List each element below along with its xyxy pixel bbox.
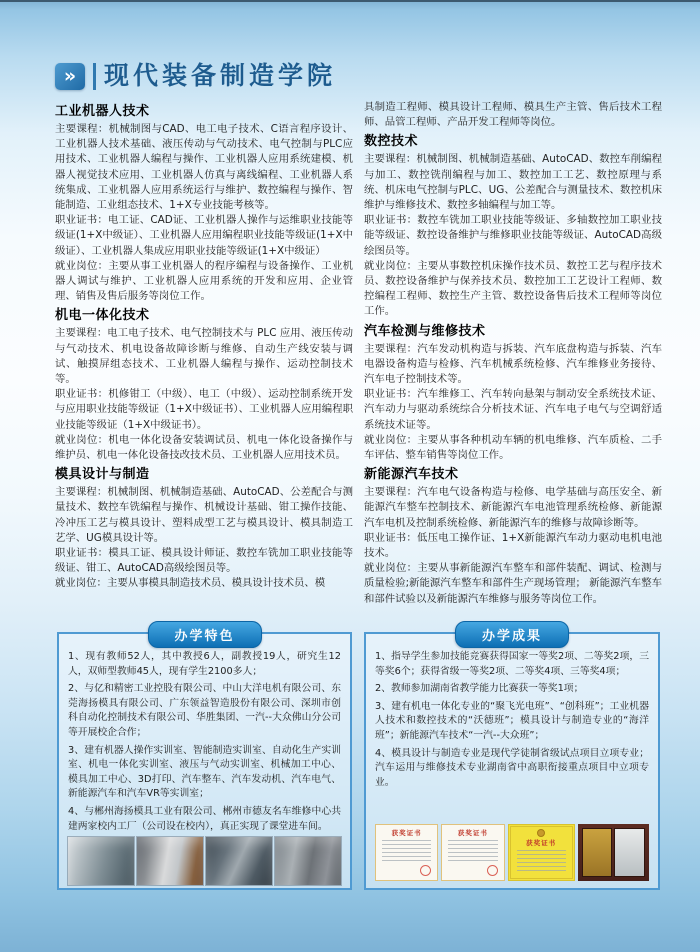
- certificate-text-lines: [517, 850, 566, 872]
- section-paragraph: 职业证书：低压电工操作证、1+X新能源汽车动力驱动电机电池技术。: [364, 531, 662, 560]
- award-plaques: [578, 824, 649, 881]
- award-certificate-2: [441, 824, 504, 881]
- emblem-icon: [537, 829, 545, 837]
- section-title: 汽车检测与维修技术: [364, 323, 486, 339]
- double-chevron-icon: »: [55, 63, 85, 90]
- achievement-box-title: 办学成果: [455, 621, 569, 648]
- red-seal-icon: [420, 865, 431, 876]
- workshop-photo-3: [206, 837, 272, 885]
- certificate-strip: [375, 824, 649, 882]
- achievement-item: 2、教师参加湖南省教学能力比赛获一等奖1项；: [375, 683, 584, 695]
- section-industrial-robot: [55, 103, 353, 304]
- section-paragraph: 职业证书：电工证、CAD证、工业机器人操作与运维职业技能等级证(1+X中级证）、工业机器人应用编程职业技能等级证(1+X中级证）、工业机器人集成应用职业技能等级证(1+X中级证）: [55, 214, 353, 257]
- silver-plaque: [615, 829, 644, 876]
- header-divider: [93, 63, 96, 90]
- feature-item: 2、与亿和精密工业控股有限公司、中山大洋电机有限公司、东莞海扬模具有限公司、广东领益智造股份有限公司、深圳市创科自动化控制技术有限公司、华胜集团、一汽--大众佛山分公司等开展校企合作；: [68, 683, 341, 738]
- section-title: 模具设计与制造: [55, 467, 150, 483]
- section-title: 数控技术: [364, 134, 419, 150]
- award-certificate-1: [375, 824, 438, 881]
- section-paragraph: 职业证书：汽车维修工、汽车转向悬架与制动安全系统技术证、汽车动力与驱动系统综合分析技术证、汽车电子电气与空调舒适系统技术证等。: [364, 388, 662, 431]
- content-columns: [55, 100, 663, 607]
- workshop-photo-4: [275, 837, 341, 885]
- section-paragraph: 主要课程：机械制图、机械制造基础、AutoCAD、公差配合与测量技术、数控车铣编程与操作、机械设计基础、钳工操作技能、冷冲压工艺与模具设计、塑料成型工艺与模具设计、模具制造工艺学、UG模具设计等。: [55, 486, 353, 544]
- achievement-item: 4、模具设计与制造专业是现代学徒制省级试点项目立项专业；汽车运用与维修技术专业湖南省中高职衔接重点项目中立项专业。: [375, 747, 649, 788]
- red-seal-icon: [487, 865, 498, 876]
- award-certificate-3: [508, 824, 575, 881]
- feature-box-title: 办学特色: [147, 621, 261, 648]
- workshop-photo-strip: [68, 837, 341, 886]
- left-column: [55, 100, 353, 607]
- section-paragraph: 职业证书：数控车铣加工职业技能等级证、多轴数控加工职业技能等级证、数控设备维护与维修职业技能等级证、AutoCAD高级绘图员等。: [364, 214, 662, 257]
- section-new-energy-vehicle: [364, 466, 662, 607]
- certificate-title: 获奖证书: [391, 829, 422, 837]
- section-paragraph: 主要课程：汽车电气设备构造与检修、电学基础与高压安全、新能源汽车整车控制技术、新能源汽车电池管理系统检修、新能源汽车电机及控制系统检修、新能源汽车的维修与故障诊断等。: [364, 486, 662, 529]
- section-paragraph: 主要课程：电工电子技术、电气控制技术与 PLC 应用、液压传动与气动技术、机电设备故障诊断与维修、自动生产线安装与调试、触摸屏组态技术、工业机器人编程与操作、运动控制技术等。: [55, 327, 353, 386]
- section-paragraph: 就业岗位：主要从事工业机器人的程序编程与设备操作、工业机器人调试与维护、工业机器人应用系统的开发和应用、企业管理、销售及售后服务等岗位工作。: [55, 259, 353, 303]
- certificate-text-lines: [382, 840, 431, 862]
- workshop-photo-2: [137, 837, 203, 885]
- page-header: [55, 62, 336, 90]
- page-title: 现代装备制造学院: [104, 61, 337, 90]
- section-paragraph: 职业证书：机修钳工（中级）、电工（中级）、运动控制系统开发与应用职业技能等级证（1+X中级证书）、工业机器人应用编程职业技能等级证（1+X中级证书）。: [55, 388, 353, 431]
- mold-design-continued-paragraph: 具制造工程师、模具设计工程师、模具生产主管、售后技术工程师、品管工程师、产品开发工程师等岗位。: [364, 101, 662, 129]
- feature-item: 1、现有教师52人，其中教授6人，副教授19人，研究生12人，双师型教师45人，现有学生2100多人；: [68, 651, 341, 677]
- section-paragraph: 就业岗位：主要从事模具制造技术员、模具设计技术员、模: [55, 577, 326, 590]
- achievement-item: 3、建有机电一体化专业的“聚飞光电班”、“创科班”；工业机器人技术和数控技术的“沃德班”；模具设计与制造专业的“海洋班”；新能源汽车技术“一汽--大众班”；: [375, 700, 649, 741]
- section-cnc: [364, 133, 662, 319]
- achievement-box: [364, 629, 660, 890]
- section-paragraph: 主要课程：机械制图与CAD、电工电子技术、C语言程序设计、工业机器人技术基础、液压传动与气动技术、电气控制与PLC应用技术、工业机器人编程与操作、工业机器人应用系统建模、机器人视觉技术应用、工业机器人仿真与离线编程、工业机器人系统集成、工业机器人应用系统运行与维护、数控编程与操作、智能制造、工业组态技术、1+X专业技能考核等。: [55, 123, 353, 212]
- feature-box: [57, 629, 352, 890]
- workshop-photo-1: [68, 837, 134, 885]
- section-paragraph: 就业岗位：机电一体化设备安装调试员、机电一体化设备操作与维护员、机电一体化设备技改技术员、工业机器人应用技术员。: [55, 433, 353, 462]
- section-paragraph: 主要课程：机械制图、机械制造基础、AutoCAD、数控车削编程与加工、数控铣削编程与加工、数控加工工艺、数控原理与系统、机床电气控制与PLC、UG、公差配合与测量技术、数控机床维护与维修技术、数控多轴编程与加工等。: [364, 153, 662, 212]
- section-paragraph: 主要课程：汽车发动机构造与拆装、汽车底盘构造与拆装、汽车电器设备构造与检修、汽车机械系统检修、汽车维修业务接待、汽车电子控制技术等。: [364, 342, 662, 386]
- certificate-title: 获奖证书: [526, 839, 557, 847]
- achievement-item: 1、指导学生参加技能竞赛获得国家一等奖2项、二等奖2项，三等奖6个；获得省级一等奖2项、二等奖4项、三等奖4项；: [375, 651, 649, 677]
- certificate-text-lines: [448, 840, 497, 862]
- section-title: 工业机器人技术: [55, 104, 150, 119]
- section-title: 机电一体化技术: [55, 308, 150, 324]
- right-column: [364, 100, 662, 607]
- section-mechatronics: [55, 307, 353, 463]
- feature-item: 3、建有机器人操作实训室、智能制造实训室、自动化生产实训室、机电一体化实训室、液压与气动实训室、机械加工中心、模具加工中心、3D打印、汽车整车、汽车发动机、汽车电气、新能源汽车和汽车VR等实训室；: [68, 744, 341, 800]
- certificate-title: 获奖证书: [457, 829, 488, 837]
- section-paragraph: 就业岗位：主要从事新能源汽车整车和部件装配、调试、检测与质量检验;新能源汽车整车和部件生产现场管理； 新能源汽车整车和部件试验以及新能源汽车维修与服务等岗位工作。: [364, 562, 662, 605]
- section-paragraph: 就业岗位：主要从事各种机动车辆的机电维修、汽车质检、二手车评估、整车销售等岗位工作。: [364, 433, 662, 462]
- gold-plaque: [583, 829, 612, 876]
- feature-item: 4、与郴州海扬模具工业有限公司、郴州市德友名车维修中心共建两家校内工厂（公司设在校内），真正实现了课堂进车间。: [68, 805, 341, 832]
- section-paragraph: 就业岗位：主要从事数控机床操作技术员、数控工艺与程序技术员、数控设备维护与保养技术员、数控加工工艺设计工程师、数控编程工程师、数控生产主管、数控设备售后技术工程师等岗位工作。: [364, 259, 662, 318]
- section-title: 新能源汽车技术: [364, 467, 459, 483]
- section-mold-design: [55, 466, 353, 591]
- section-auto-repair: [364, 323, 662, 464]
- section-paragraph: 职业证书：模具工证、模具设计师证、数控车铣加工职业技能等级证、钳工、AutoCAD高级绘图员等。: [55, 547, 353, 575]
